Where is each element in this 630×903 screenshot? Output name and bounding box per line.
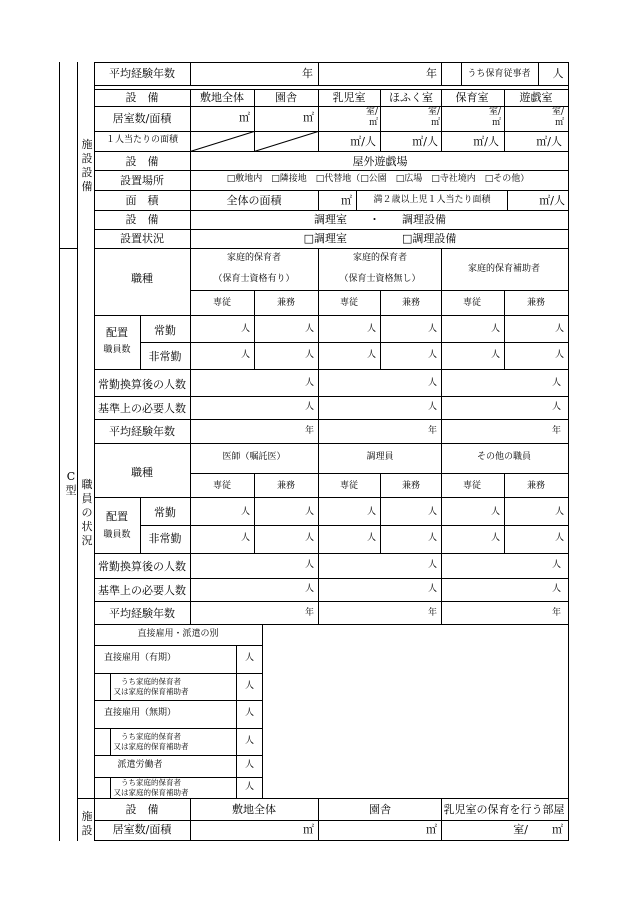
rule-line — [94, 578, 569, 579]
rule-line — [236, 755, 237, 778]
rule-line — [568, 62, 569, 249]
year-unit: 年 — [302, 67, 313, 80]
hijokin-label: 非常勤 — [148, 532, 182, 545]
rule-line — [461, 62, 462, 86]
person-unit: 人 — [427, 350, 437, 360]
senju-kenmu-label: 兼務 — [401, 481, 421, 491]
sqm-unit: ㎡ — [341, 194, 352, 207]
rule-line — [94, 624, 569, 625]
person-unit: 人 — [304, 378, 314, 388]
person-unit: 人 — [244, 708, 254, 718]
sqm-per-unit: ㎡/人 — [536, 135, 562, 148]
rule-line — [190, 443, 191, 625]
rule-line — [236, 700, 237, 729]
person-unit: 人 — [244, 680, 254, 691]
employment-sub-label: 又は家庭的保育補助者 — [113, 741, 189, 751]
rule-line — [94, 419, 569, 420]
rule-line — [356, 190, 357, 211]
employment-row-label: 直接雇用（無期） — [103, 708, 177, 718]
senju-kenmu-label: 専従 — [212, 481, 232, 491]
rule-line — [190, 62, 191, 86]
room-slash: 室/ — [427, 107, 440, 117]
person-unit: 人 — [551, 378, 561, 388]
senju-kenmu-label: 兼務 — [526, 298, 546, 308]
facility-section-label: 施設設備 — [81, 138, 93, 193]
employment-row-label: 直接雇用（有期） — [103, 653, 177, 663]
sqm-per-unit: ㎡/人 — [539, 194, 565, 207]
rule-line — [441, 798, 442, 841]
senju-kenmu-label: 兼務 — [401, 298, 421, 308]
rule-line — [538, 62, 539, 86]
sqm-unit: ㎡ — [426, 823, 437, 836]
facility-header: 設 備 — [125, 91, 159, 104]
shokushu-label: 職種 — [131, 466, 153, 479]
rule-line — [94, 601, 569, 602]
rule-line — [236, 777, 237, 799]
hitsuyo-label: 基準上の必要人数 — [98, 402, 186, 415]
year-unit: 年 — [551, 608, 561, 618]
staff-section-label: 職員の状況 — [81, 478, 93, 547]
rule-line — [59, 62, 60, 841]
person-unit: 人 — [240, 533, 250, 543]
bottom-col-header: 乳児室の保育を行う部屋 — [443, 803, 565, 816]
senju-kenmu-label: 兼務 — [276, 298, 296, 308]
person-unit: 人 — [551, 402, 561, 412]
rule-line — [94, 89, 569, 90]
hijokin-label: 非常勤 — [148, 350, 182, 363]
location-options: □敷地内 □隣接地 □代替地（□公園 □広場 □寺社境内 □その他） — [226, 174, 530, 184]
person-unit: 人 — [304, 324, 314, 334]
rule-line — [318, 190, 319, 211]
rule-line — [380, 106, 381, 132]
facility-col-header: 遊戯室 — [519, 91, 553, 104]
rule-line — [77, 798, 569, 799]
rule-line — [380, 473, 381, 554]
kitchen-options: □調理室 □調理設備 — [303, 232, 457, 245]
staff-col-header: 家庭的保育補助者 — [467, 264, 541, 274]
rule-line — [318, 443, 319, 625]
person-unit: 人 — [554, 324, 564, 334]
rule-line — [441, 106, 442, 132]
rule-line — [380, 290, 381, 370]
rule-line — [94, 315, 569, 316]
rule-line — [441, 248, 442, 444]
kitchen-label: 調理室 ・ 調理設備 — [314, 213, 446, 226]
year-unit: 年 — [427, 426, 437, 436]
haichi-label: 配置 — [106, 510, 128, 523]
bottom-col-header: 敷地全体 — [232, 803, 276, 816]
person-unit: 人 — [304, 402, 314, 412]
rule-line — [318, 131, 319, 152]
rule-line — [110, 755, 237, 756]
person-unit: 人 — [304, 533, 314, 543]
room-area-label: 居室数/面積 — [112, 112, 172, 125]
rule-line — [441, 89, 442, 107]
rule-line — [94, 443, 569, 444]
year-unit: 年 — [304, 608, 314, 618]
person-unit: 人 — [427, 507, 437, 517]
rule-line — [110, 777, 111, 799]
avg-exp-label: 平均経験年数 — [109, 607, 175, 620]
person-unit: 人 — [490, 507, 500, 517]
room-slash: 室/ — [488, 107, 501, 117]
rule-line — [94, 85, 569, 86]
person-unit: 人 — [490, 350, 500, 360]
employment-sub-label: うち家庭的保育者 — [121, 777, 181, 787]
year-unit: 年 — [427, 608, 437, 618]
person-unit: 人 — [427, 324, 437, 334]
rule-line — [94, 151, 569, 152]
employment-sub-label: うち家庭的保育者 — [121, 676, 181, 686]
employment-row-label: 派遣労働者 — [117, 760, 163, 770]
rule-line — [461, 62, 569, 63]
sqm-per-unit: ㎡/人 — [473, 135, 499, 148]
person-unit: 人 — [554, 507, 564, 517]
senju-kenmu-label: 兼務 — [526, 481, 546, 491]
rule-line — [94, 248, 569, 249]
person-unit: 人 — [244, 653, 254, 663]
setsubi-label: 設 備 — [125, 155, 159, 168]
diagonal-line — [254, 131, 318, 152]
rule-line — [59, 248, 78, 249]
person-unit: 人 — [366, 350, 376, 360]
rule-line — [190, 798, 191, 841]
rule-line — [94, 190, 569, 191]
person-unit: 人 — [304, 350, 314, 360]
person-unit: 人 — [490, 324, 500, 334]
person-unit: 人 — [551, 584, 561, 594]
rule-line — [94, 728, 263, 729]
person-unit: 人 — [240, 324, 250, 334]
avg-exp-label: 平均経験年数 — [109, 67, 175, 80]
person-unit: 人 — [554, 350, 564, 360]
facility-col-header: 園舎 — [275, 91, 297, 104]
person-unit: 人 — [366, 507, 376, 517]
rule-line — [94, 624, 95, 799]
rule-line — [441, 131, 442, 152]
rule-line — [254, 473, 255, 554]
year-unit: 年 — [304, 426, 314, 436]
person-unit: 人 — [552, 67, 564, 80]
rule-line — [236, 673, 237, 701]
rule-line — [504, 106, 505, 132]
rule-line — [254, 290, 255, 370]
location-label: 設置場所 — [120, 174, 164, 187]
rule-line — [140, 315, 141, 370]
person-unit: 人 — [304, 560, 314, 570]
rule-line — [110, 673, 111, 701]
person-unit: 人 — [427, 402, 437, 412]
area-label: 面 積 — [125, 194, 159, 207]
staff-col-header: 調理員 — [366, 452, 394, 462]
rule-line — [94, 369, 569, 370]
senju-kenmu-label: 専従 — [462, 298, 482, 308]
person-unit: 人 — [244, 781, 254, 792]
rule-line — [94, 170, 569, 171]
facility-col-header: 保育室 — [455, 91, 489, 104]
sqm-unit: ㎡ — [239, 111, 250, 124]
sub-label: うち保育従事者 — [467, 69, 531, 79]
person-unit: 人 — [366, 533, 376, 543]
room-slash: 室/ — [551, 107, 564, 117]
rule-line — [441, 443, 442, 625]
rule-line — [94, 210, 569, 211]
rule-line — [318, 248, 319, 444]
rule-line — [441, 62, 442, 86]
rule-line — [190, 151, 191, 249]
kansan-label: 常勤換算後の人数 — [98, 560, 186, 573]
status-label: 設置状況 — [120, 232, 164, 245]
rule-line — [504, 89, 505, 107]
rule-line — [94, 131, 569, 132]
avg-exp-label: 平均経験年数 — [109, 425, 175, 438]
rule-line — [94, 396, 569, 397]
rule-line — [140, 497, 141, 554]
room-slash: 室/ — [513, 823, 528, 836]
haichi-label: 配置 — [106, 326, 128, 339]
facility-col-header: 敷地全体 — [200, 91, 244, 104]
person-unit: 人 — [240, 350, 250, 360]
setsubi-label: 設 備 — [125, 213, 159, 226]
rule-line — [262, 624, 263, 799]
rule-line — [254, 106, 255, 132]
jokin-label: 常勤 — [154, 324, 176, 337]
rule-line — [94, 229, 569, 230]
staff-col-header: 家庭的保育者 — [352, 253, 408, 263]
rule-line — [94, 840, 569, 841]
rule-line — [236, 728, 237, 756]
rule-line — [110, 728, 111, 756]
rule-line — [94, 820, 569, 821]
shokuinsu-label: 職員数 — [103, 530, 131, 540]
diagonal-line — [190, 131, 254, 152]
rule-line — [190, 248, 191, 444]
rule-line — [380, 89, 381, 107]
rule-line — [504, 473, 505, 554]
per-person-label: １人当たりの面積 — [105, 135, 179, 145]
rule-line — [504, 290, 505, 370]
rule-line — [190, 106, 191, 132]
hitsuyo-label: 基準上の必要人数 — [98, 584, 186, 597]
person-unit: 人 — [427, 533, 437, 543]
rule-line — [94, 553, 569, 554]
rule-line — [504, 131, 505, 152]
rule-line — [318, 89, 319, 107]
sqm-unit: ㎡ — [554, 118, 564, 128]
person-unit: 人 — [427, 584, 437, 594]
rule-line — [318, 62, 319, 86]
year-unit: 年 — [551, 426, 561, 436]
over2-label: 満２歳以上児１人当たり面積 — [373, 195, 491, 205]
bottom-setsubi-label: 設 備 — [125, 803, 159, 816]
employment-sub-label: 又は家庭的保育補助者 — [113, 787, 189, 797]
person-unit: 人 — [366, 324, 376, 334]
sqm-unit: ㎡ — [491, 118, 501, 128]
rule-line — [568, 248, 569, 799]
person-unit: 人 — [240, 507, 250, 517]
room-slash: 室/ — [365, 107, 378, 117]
rule-line — [236, 645, 237, 674]
person-unit: 人 — [244, 735, 254, 746]
facility-col-header: ほふく室 — [389, 91, 433, 104]
c-type-label: C型 — [65, 470, 77, 497]
sqm-unit: ㎡ — [368, 118, 378, 128]
person-unit: 人 — [304, 507, 314, 517]
employment-header: 直接雇用・派遣の別 — [137, 629, 219, 639]
rule-line — [94, 673, 263, 674]
rule-line — [254, 131, 255, 152]
shokuinsu-label: 職員数 — [103, 345, 131, 355]
rule-line — [190, 89, 191, 107]
senju-kenmu-label: 専従 — [462, 481, 482, 491]
person-unit: 人 — [551, 560, 561, 570]
person-unit: 人 — [490, 533, 500, 543]
rule-line — [318, 798, 319, 841]
outdoor-label: 屋外遊戯場 — [352, 155, 408, 168]
rule-line — [318, 106, 319, 132]
sqm-unit: ㎡ — [552, 823, 563, 836]
year-unit: 年 — [426, 67, 437, 80]
sqm-unit: ㎡ — [430, 118, 440, 128]
person-unit: 人 — [244, 760, 254, 770]
senju-kenmu-label: 専従 — [339, 481, 359, 491]
rule-line — [77, 62, 78, 841]
sqm-per-unit: ㎡/人 — [350, 135, 376, 148]
total-area-label: 全体の面積 — [226, 194, 282, 207]
senju-kenmu-label: 兼務 — [276, 481, 296, 491]
bottom-facility-label: 施設 — [81, 810, 93, 837]
bottom-room-area-label: 居室数/面積 — [112, 823, 172, 836]
shokushu-label: 職種 — [131, 272, 153, 285]
bottom-col-header: 園舎 — [369, 803, 391, 816]
senju-kenmu-label: 専従 — [339, 298, 359, 308]
staff-col-header: その他の職員 — [476, 452, 532, 462]
kansan-label: 常勤換算後の人数 — [98, 378, 186, 391]
rule-line — [190, 131, 191, 152]
sqm-per-unit: ㎡/人 — [412, 135, 438, 148]
staff-col-header: 家庭的保育者 — [226, 253, 282, 263]
person-unit: 人 — [304, 584, 314, 594]
rule-line — [380, 131, 381, 152]
facility-col-header: 乳児室 — [332, 91, 366, 104]
employment-sub-label: うち家庭的保育者 — [121, 731, 181, 741]
sqm-unit: ㎡ — [303, 823, 314, 836]
rule-line — [94, 497, 569, 498]
rule-line — [254, 89, 255, 107]
sqm-unit: ㎡ — [303, 111, 314, 124]
rule-line — [507, 190, 508, 211]
staff-col-header: 医師（嘱託医） — [222, 452, 286, 462]
jokin-label: 常勤 — [154, 506, 176, 519]
senju-kenmu-label: 専従 — [212, 298, 232, 308]
person-unit: 人 — [427, 560, 437, 570]
employment-sub-label: 又は家庭的保育補助者 — [113, 686, 189, 696]
person-unit: 人 — [554, 533, 564, 543]
rule-line — [110, 700, 237, 701]
staff-col-header: （保育士資格無し） — [339, 274, 421, 284]
rule-line — [94, 645, 263, 646]
person-unit: 人 — [427, 378, 437, 388]
staff-col-header: （保育士資格有り） — [213, 274, 295, 284]
